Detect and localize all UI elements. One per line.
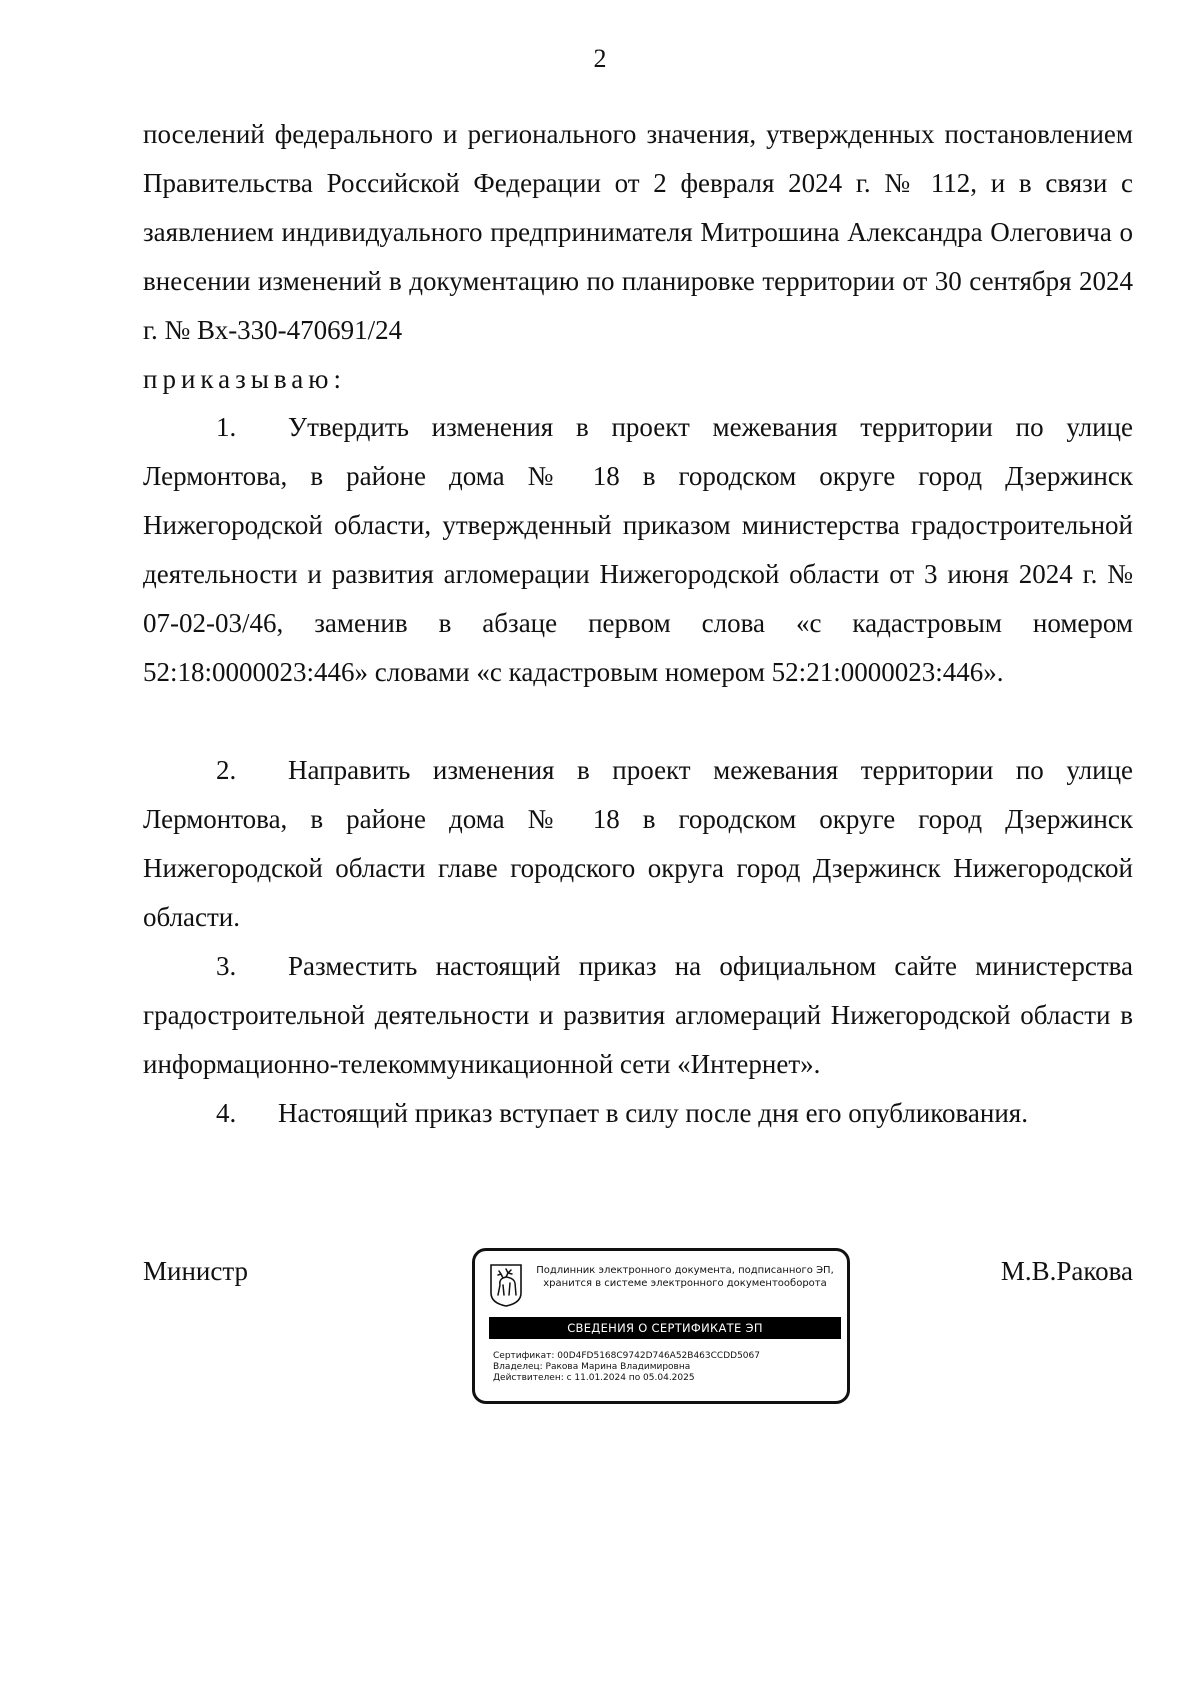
order-item-number: 3.	[216, 951, 237, 981]
order-item-number: 2.	[216, 755, 237, 785]
certificate-owner: Владелец: Ракова Марина Владимировна	[493, 1362, 691, 1372]
stamp-header	[527, 1264, 843, 1290]
order-item-number: 1.	[216, 412, 237, 442]
order-item-text: Утвердить изменения в проект межевания территории по улице Лермонтова, в районе дома № 18 в городском округе город Дзержинск Нижегородской области, утвержденный приказом министерства градостроительной деятельности и развития агломерации Нижегородской области от 3 июня 2024 г. № 07-02-03/46, заменив в абзаце первом слова «с кадастровым номером 52:18:0000023:446» словами «с кадастровым номером 52:21:0000023:446».	[143, 412, 1133, 687]
intro-paragraph: поселений федерального и регионального значения, утвержденных постановлением Правительства Российской Федерации от 2 февраля 2024 г. № 112, и в связи с заявлением индивидуального предпринимателя Митрошина Александра Олеговича о внесении изменений в документацию по планировке территории от 30 сентября 2024 г. № Вх-330-470691/24	[143, 119, 1133, 345]
stamp-header-line: хранится в системе электронного документооборота	[543, 1278, 827, 1289]
order-item-2	[143, 746, 1133, 942]
order-item-4	[143, 1089, 1133, 1138]
order-item-1	[143, 403, 1133, 697]
order-item-number: 4.	[216, 1098, 237, 1128]
stamp-details	[493, 1351, 845, 1384]
signer-name: М.В.Ракова	[1000, 1256, 1133, 1286]
certificate-validity: Действителен: с 11.01.2024 по 05.04.2025	[493, 1373, 695, 1383]
deer-coat-of-arms-icon	[489, 1263, 523, 1307]
electronic-signature-stamp	[472, 1248, 850, 1404]
order-item-text: Направить изменения в проект межевания территории по улице Лермонтова, в районе дома № 18 в городском округе город Дзержинск Нижегородской области главе городского округа город Дзержинск Нижегородской области.	[143, 755, 1133, 932]
stamp-header-line: Подлинник электронного документа, подписанного ЭП,	[536, 1265, 834, 1276]
order-word: приказываю:	[143, 364, 346, 394]
signer-position: Министр	[143, 1256, 248, 1286]
order-item-text: Разместить настоящий приказ на официальном сайте министерства градостроительной деятельности и развития агломераций Нижегородской области в информационно-телекоммуникационной сети «Интернет».	[143, 951, 1133, 1079]
certificate-number: Сертификат: 00D4FD5168C9742D746A52B463CCDD5067	[493, 1351, 760, 1361]
stamp-title-bar: СВЕДЕНИЯ О СЕРТИФИКАТЕ ЭП	[489, 1317, 841, 1339]
order-item-text: Настоящий приказ вступает в силу после дня его опубликования.	[278, 1098, 1028, 1128]
page-number: 2	[593, 44, 607, 73]
order-item-3	[143, 942, 1133, 1089]
